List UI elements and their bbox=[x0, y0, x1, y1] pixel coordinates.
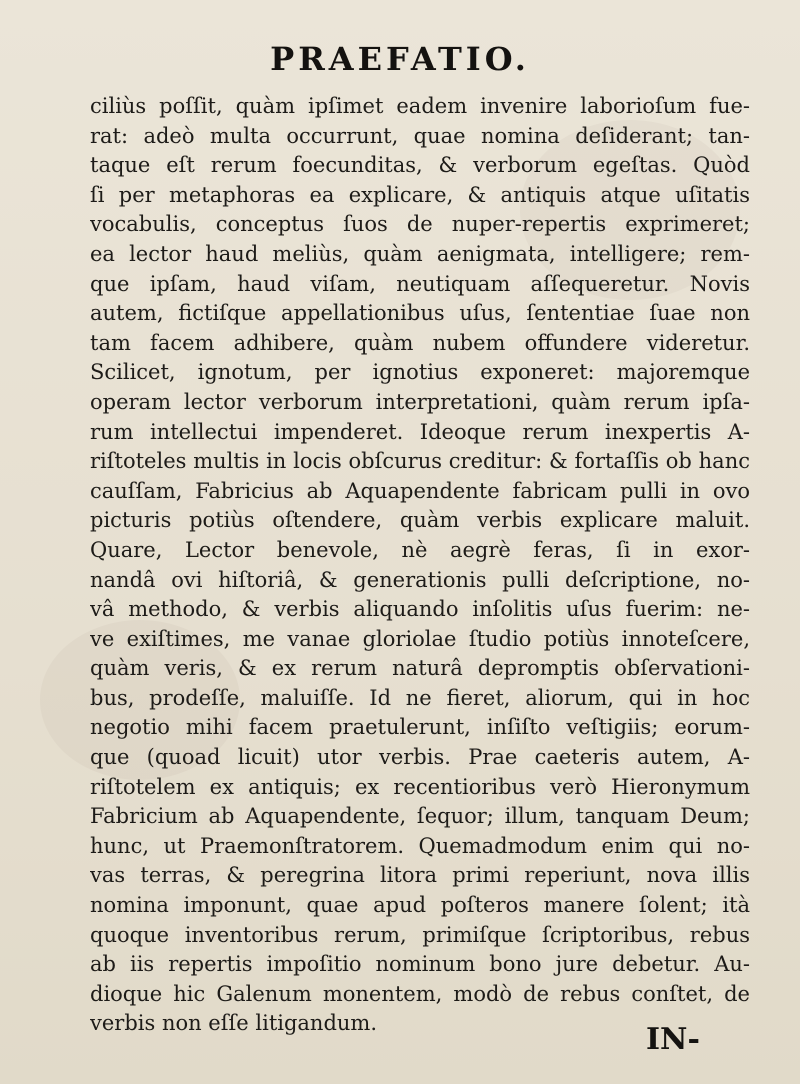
text-line: quàm veris, & ex rerum naturâ depromptis obſervationi- bbox=[90, 656, 750, 681]
body-text bbox=[90, 92, 750, 1039]
text-line: bus, prodeſſe, maluiſſe. Id ne fieret, aliorum, qui in hoc bbox=[90, 685, 750, 710]
text-line: Quare, Lector benevole, nè aegrè feras, ſi in exor- bbox=[90, 537, 750, 562]
text-line: ſi per metaphoras ea explicare, & antiquis atque uſitatis bbox=[90, 182, 750, 207]
text-line: que (quoad licuit) utor verbis. Prae caeteris autem, A- bbox=[90, 745, 750, 770]
text-line: vocabulis, conceptus ſuos de nuper-repertis exprimeret; bbox=[90, 212, 750, 237]
text-line: vâ methodo, & verbis aliquando inſolitis uſus fuerim: ne- bbox=[90, 597, 750, 622]
text-line: operam lector verborum interpretationi, quàm rerum ipſa- bbox=[90, 389, 750, 414]
text-line: ea lector haud meliùs, quàm aenigmata, intelligere; rem- bbox=[90, 241, 750, 266]
text-line: ab iis repertis impoſitio nominum bono jure debetur. Au- bbox=[90, 952, 750, 977]
text-line: riſtoteles multis in locis obſcurus creditur: & fortaſſis ob hanc bbox=[90, 449, 750, 474]
text-line: quoque inventoribus rerum, primiſque ſcriptoribus, rebus bbox=[90, 922, 750, 947]
text-line: cauſſam, Fabricius ab Aquapendente fabricam pulli in ovo bbox=[90, 478, 750, 503]
running-title: PRAEFATIO. bbox=[270, 40, 530, 78]
text-line: picturis potiùs oſtendere, quàm verbis explicare maluit. bbox=[90, 508, 750, 533]
text-line: autem, fictiſque appellationibus uſus, ſententiae ſuae non bbox=[90, 301, 750, 326]
text-line: vas terras, & peregrina litora primi reperiunt, nova illis bbox=[90, 863, 750, 888]
text-line: riſtotelem ex antiquis; ex recentioribus verò Hieronymum bbox=[90, 774, 750, 799]
catchword: IN- bbox=[646, 1022, 700, 1057]
text-line: dioque hic Galenum monentem, modò de rebus conſtet, de bbox=[90, 981, 750, 1006]
text-line: ve exiſtimes, me vanae gloriolae ſtudio potiùs innoteſcere, bbox=[90, 626, 750, 651]
text-line: que ipſam, haud viſam, neutiquam aſſequeretur. Novis bbox=[90, 271, 750, 296]
text-line: ciliùs poſſit, quàm ipſimet eadem invenire laborioſum fue- bbox=[90, 94, 750, 118]
text-line: negotio mihi facem praetulerunt, inſiſto veſtigiis; eorum- bbox=[90, 715, 750, 740]
text-line: rum intellectui impenderet. Ideoque rerum inexpertis A- bbox=[90, 419, 750, 444]
text-line: Scilicet, ignotum, per ignotius exponeret: majoremque bbox=[90, 360, 750, 385]
text-line: verbis non eſſe litigandum. bbox=[90, 1011, 378, 1036]
text-line: rat: adeò multa occurrunt, quae nomina deſiderant; tan- bbox=[90, 123, 750, 148]
text-line: nomina imponunt, quae apud poſteros manere ſolent; ità bbox=[90, 893, 750, 918]
text-line: hunc, ut Praemonſtratorem. Quemadmodum enim qui no- bbox=[90, 833, 750, 858]
text-line: Fabricium ab Aquapendente, ſequor; illum, tanquam Deum; bbox=[90, 804, 750, 829]
text-line: tam facem adhibere, quàm nubem offundere videretur. bbox=[90, 330, 750, 355]
text-line: taque eſt rerum foecunditas, & verborum egeſtas. Quòd bbox=[90, 153, 750, 178]
text-line: nandâ ovi hiſtoriâ, & generationis pulli deſcriptione, no- bbox=[90, 567, 750, 592]
